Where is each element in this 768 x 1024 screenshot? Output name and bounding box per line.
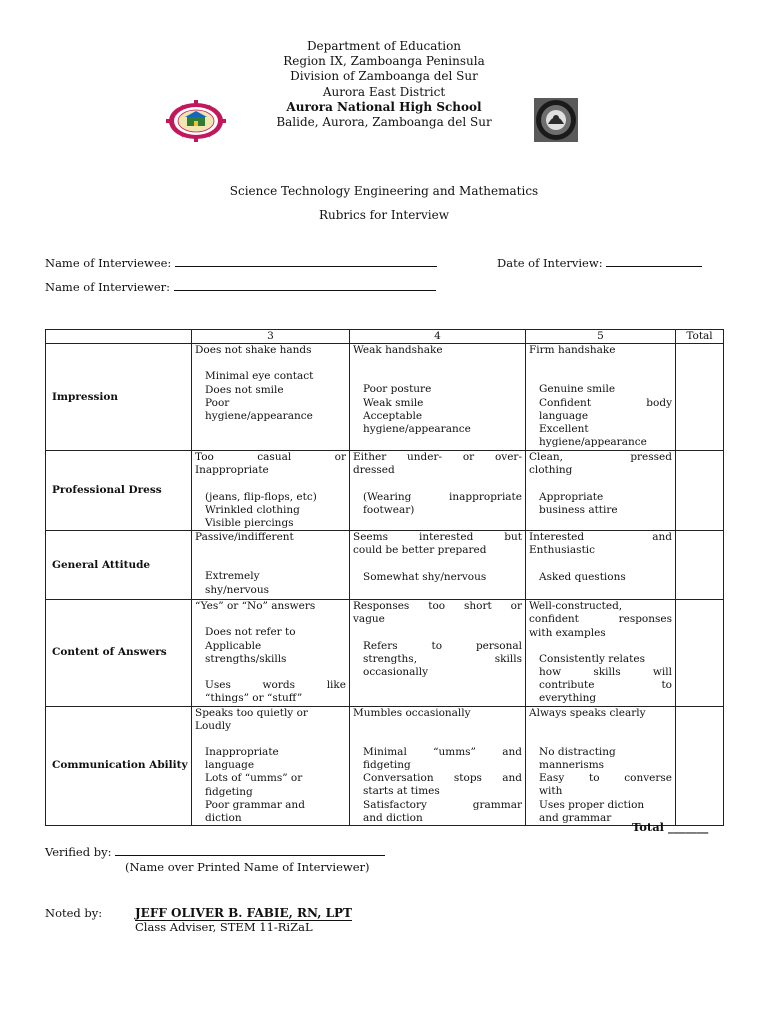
rubric-line <box>195 557 346 570</box>
rubric-line: Well-constructed, <box>529 600 623 613</box>
interviewee-field[interactable] <box>45 256 437 270</box>
rubric-line: Appropriate <box>539 490 604 503</box>
rubric-line: Interested and <box>529 531 672 544</box>
rubric-line: Either under- or over- <box>353 451 522 464</box>
rubric-line: Uses proper diction <box>539 798 645 811</box>
rubric-line: Acceptable <box>363 409 423 422</box>
rubric-line: language <box>539 409 589 422</box>
table-row <box>46 344 724 451</box>
header-school-name: Aurora National High School <box>286 99 482 114</box>
rubric-line: dressed <box>353 464 395 477</box>
rubric-line: Inappropriate <box>205 746 279 759</box>
row-total-cell[interactable] <box>676 531 724 600</box>
rubric-line: Weak smile <box>363 396 424 409</box>
criterion-header <box>46 330 192 344</box>
rubric-cell-score-3 <box>192 451 350 531</box>
rubric-line: Excellent <box>539 423 589 436</box>
rubric-line <box>195 544 346 557</box>
rubric-line: Visible piercings <box>205 517 294 530</box>
rubric-line: strengths/skills <box>205 652 287 665</box>
rubric-line: Mumbles occasionally <box>353 706 471 719</box>
rubric-line: fidgeting <box>205 785 253 798</box>
rubric-line: “things” or “stuff” <box>205 692 303 705</box>
rubric-cell-score-4 <box>350 344 526 451</box>
header-division: Division of Zamboanga del Sur <box>290 69 478 84</box>
rubric-cell-score-3 <box>192 706 350 826</box>
rubric-line: hygiene/appearance <box>539 436 647 449</box>
rubric-line <box>529 370 672 383</box>
rubric-line: Genuine smile <box>539 383 616 396</box>
rubric-line: Wrinkled clothing <box>205 503 300 516</box>
interviewee-line <box>175 256 437 267</box>
stem-seal-icon <box>534 98 578 142</box>
rubric-line: hygiene/appearance <box>205 410 313 423</box>
form-title: Rubrics for Interview <box>318 208 450 222</box>
header-department: Department of Education <box>306 39 462 53</box>
rubric-cell-score-4 <box>350 706 526 826</box>
rubric-line <box>353 720 522 733</box>
rubric-line: “Yes” or “No” answers <box>195 600 316 613</box>
rubric-line: (jeans, flip-flops, etc) <box>205 490 317 503</box>
verified-note: (Name over Printed Name of Interviewer) <box>125 860 370 874</box>
rubric-line: hygiene/appearance <box>363 423 471 436</box>
row-total-cell[interactable] <box>676 706 724 826</box>
rubric-line: with examples <box>529 626 606 639</box>
rubric-line <box>529 558 672 571</box>
program-title: Science Technology Engineering and Mathematics <box>229 184 539 198</box>
rubric-line: could be better prepared <box>353 544 487 557</box>
rubric-line: Weak handshake <box>353 344 443 357</box>
document-header <box>0 39 768 130</box>
row-total-cell[interactable] <box>676 451 724 531</box>
rubric-line: everything <box>539 692 597 705</box>
rubric-cell-score-4 <box>350 451 526 531</box>
rubric-line: Applicable <box>205 639 262 652</box>
rubric-line: language <box>205 759 255 772</box>
rubric-cell-score-3 <box>192 600 350 706</box>
rubric-line: Poor posture <box>363 383 432 396</box>
rubric-cell-score-5 <box>526 531 676 600</box>
adviser-name: JEFF OLIVER B. FABIE, RN, LPT <box>135 906 352 920</box>
rubric-line: Does not refer to <box>205 626 296 639</box>
rubric-line <box>529 733 672 746</box>
rubric-line: Always speaks clearly <box>529 706 646 719</box>
rubric-line: diction <box>205 812 242 825</box>
rubric-line: Inappropriate <box>195 464 269 477</box>
rubric-line: Easy to converse <box>539 772 672 785</box>
rubric-line <box>195 357 346 370</box>
rubric-line: Loudly <box>195 719 232 732</box>
rubric-line <box>195 666 346 679</box>
rubric-line: Too casual or <box>195 451 346 464</box>
criterion-label: Professional Dress <box>46 451 192 531</box>
rubric-cell-score-4 <box>350 600 526 706</box>
rubric-cell-score-4 <box>350 531 526 600</box>
rubric-line: Refers to personal <box>363 639 522 652</box>
rubric-line: clothing <box>529 464 573 477</box>
rubric-cell-score-5 <box>526 344 676 451</box>
rubric-cell-score-3 <box>192 344 350 451</box>
header-address: Balide, Aurora, Zamboanga del Sur <box>276 115 492 130</box>
rubric-cell-score-3 <box>192 531 350 600</box>
verified-by <box>45 845 385 859</box>
rubric-line <box>529 720 672 733</box>
header-region: Region IX, Zamboanga Peninsula <box>283 54 485 69</box>
rubric-line: Confident body <box>539 396 672 409</box>
interviewer-label: Name of Interviewer: <box>45 280 170 294</box>
rubric-line: and grammar <box>539 811 612 824</box>
table-row <box>46 600 724 706</box>
rubric-line: Poor <box>205 396 230 409</box>
total-header: Total <box>676 330 724 344</box>
rubric-line <box>353 733 522 746</box>
rubric-line: Minimal eye contact <box>205 370 314 383</box>
rubric-line: how skills will <box>539 666 672 679</box>
rubric-line: fidgeting <box>363 759 411 772</box>
rubric-line <box>353 370 522 383</box>
rubric-line: Poor grammar and <box>205 798 305 811</box>
rubric-line: business attire <box>539 503 618 516</box>
rubric-line <box>195 478 346 491</box>
rubric-line: contribute to <box>539 679 672 692</box>
header-district: Aurora East District <box>322 84 446 99</box>
verified-signature-line <box>115 845 385 856</box>
table-row <box>46 451 724 531</box>
rubric-line <box>529 357 672 370</box>
rubric-line: occasionally <box>363 666 429 679</box>
rubric-line: Clean, pressed <box>529 451 672 464</box>
school-seal-icon <box>165 100 227 142</box>
rubric-line: Uses words like <box>205 679 346 692</box>
rubric-line: (Wearing inappropriate <box>363 490 522 503</box>
rubric-line <box>195 733 346 746</box>
rubric-line <box>353 357 522 370</box>
rubric-line: No distracting <box>539 745 616 758</box>
rubric-line: and diction <box>363 811 423 824</box>
criterion-label: General Attitude <box>46 531 192 600</box>
score-3-header: 3 <box>192 330 350 344</box>
rubric-line: starts at times <box>363 785 440 798</box>
rubric-line: Does not smile <box>205 383 284 396</box>
adviser-role: Class Adviser, STEM 11-RiZaL <box>135 920 313 934</box>
rubric-line: Lots of “umms” or <box>205 772 303 785</box>
score-5-header: 5 <box>526 330 676 344</box>
rubric-line: confident responses <box>529 613 672 626</box>
row-total-cell[interactable] <box>676 344 724 451</box>
rubric-line: Firm handshake <box>529 344 616 357</box>
rubric-line: Conversation stops and <box>363 772 522 785</box>
rubric-cell-score-5 <box>526 451 676 531</box>
rubric-table <box>45 329 724 826</box>
rubric-line: Asked questions <box>539 570 626 583</box>
rubric-line: vague <box>353 613 385 626</box>
rubric-line: Does not shake hands <box>195 344 312 357</box>
rubric-line <box>529 640 672 653</box>
rubric-line: Responses too short or <box>353 600 522 613</box>
rubric-line <box>353 478 522 491</box>
rubric-line: Enthusiastic <box>529 544 596 557</box>
rubric-line: Satisfactory grammar <box>363 798 522 811</box>
rubric-line: Extremely <box>205 570 260 583</box>
rubric-line <box>353 627 522 640</box>
rubric-header-row <box>46 330 724 344</box>
rubric-line: Minimal “umms” and <box>363 745 522 758</box>
rubric-line <box>529 478 672 491</box>
rubric-cell-score-5 <box>526 600 676 706</box>
rubric-line: strengths, skills <box>363 652 522 665</box>
criterion-label: Content of Answers <box>46 600 192 706</box>
rubric-line: Somewhat shy/nervous <box>363 570 487 583</box>
rubric-line: Consistently relates <box>539 652 645 665</box>
table-row <box>46 706 724 826</box>
rubric-line: Passive/indifferent <box>195 531 294 544</box>
rubric-line: Seems interested but <box>353 531 522 544</box>
criterion-label: Communication Ability <box>46 706 192 826</box>
rubric-line: mannerisms <box>539 759 605 772</box>
grand-total: Total _______ <box>632 820 709 834</box>
noted-label: Noted by: <box>45 906 103 920</box>
interview-date-field[interactable] <box>497 256 702 270</box>
interviewer-line <box>174 280 436 291</box>
interview-date-label: Date of Interview: <box>497 256 603 270</box>
row-total-cell[interactable] <box>676 600 724 706</box>
score-4-header: 4 <box>350 330 526 344</box>
rubric-line: Speaks too quietly or <box>195 706 308 719</box>
rubric-line: shy/nervous <box>205 583 270 596</box>
rubric-line <box>195 613 346 626</box>
interviewee-label: Name of Interviewee: <box>45 256 172 270</box>
criterion-label: Impression <box>46 344 192 451</box>
rubric-line <box>353 558 522 571</box>
interview-date-line <box>606 256 702 267</box>
rubric-line: footwear) <box>363 503 415 516</box>
rubric-line: with <box>539 785 563 798</box>
table-row <box>46 531 724 600</box>
verified-label: Verified by: <box>45 845 112 859</box>
interviewer-field[interactable] <box>45 280 436 294</box>
rubric-cell-score-5 <box>526 706 676 826</box>
